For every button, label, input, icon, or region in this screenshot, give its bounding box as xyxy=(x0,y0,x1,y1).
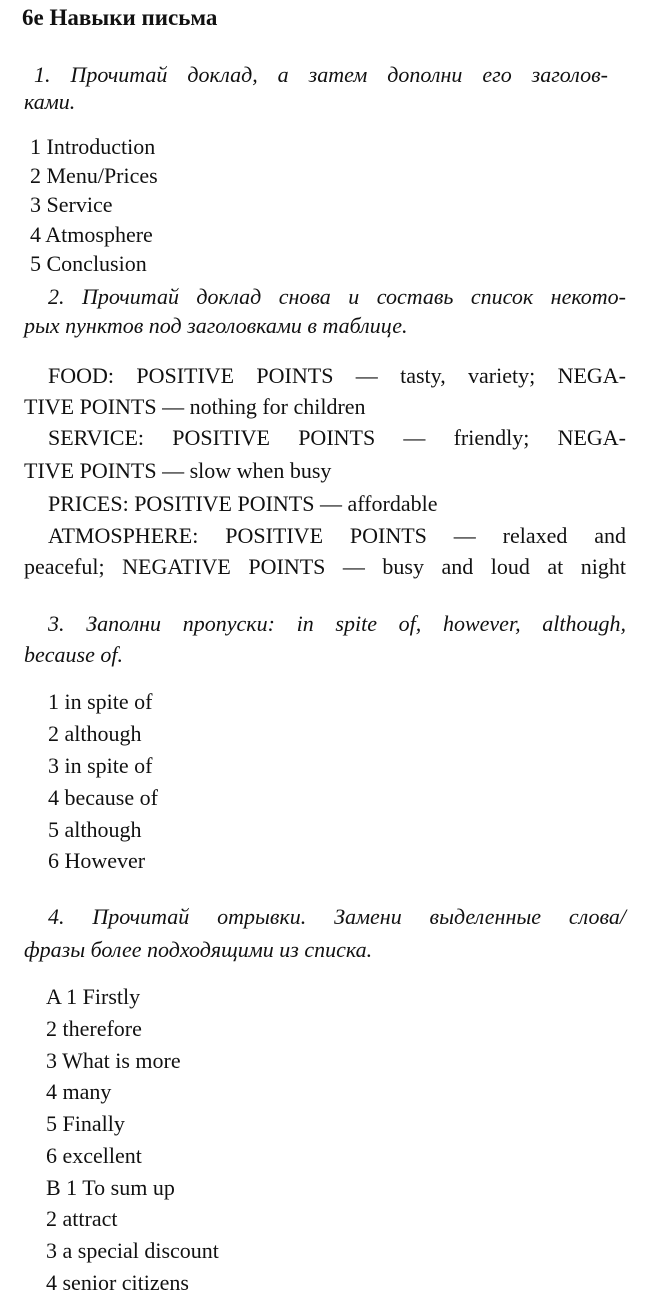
task3-answer: 5 although xyxy=(48,817,142,842)
task4-answer: 5 Finally xyxy=(46,1111,125,1136)
task4-answer: 3 What is more xyxy=(46,1048,181,1073)
task4-answer: 3 a special discount xyxy=(46,1238,219,1263)
task1-instruction-line2: ками. xyxy=(24,89,76,114)
task3-answer: 1 in spite of xyxy=(48,689,153,714)
task1-answer: 1 Introduction xyxy=(30,134,156,159)
task4-answer: A 1 Firstly xyxy=(46,984,141,1009)
task1-instruction-line1: 1. Прочитай доклад, а затем дополни его заголов- xyxy=(34,62,608,87)
task3-answer: 3 in spite of xyxy=(48,753,153,778)
task1-answer: 5 Conclusion xyxy=(30,251,147,276)
task2-answer-line: SERVICE: POSITIVE POINTS — friendly; NEGA- xyxy=(48,425,626,450)
task1-answer: 2 Menu/Prices xyxy=(30,163,158,188)
section-heading: 6e Навыки письма xyxy=(22,5,218,30)
task2-answer-line: FOOD: POSITIVE POINTS — tasty, variety; NEGA- xyxy=(48,363,626,388)
task3-instruction-line2: because of. xyxy=(24,642,123,667)
task4-answer: 6 excellent xyxy=(46,1143,142,1168)
task3-answer: 2 although xyxy=(48,721,142,746)
task4-instruction-line1: 4. Прочитай отрывки. Замени выделенные слова/ xyxy=(48,904,626,929)
task1-answer: 4 Atmosphere xyxy=(30,222,153,247)
task2-answer-line: PRICES: POSITIVE POINTS — affordable xyxy=(48,491,438,516)
task2-instruction-line2: рых пунктов под заголовками в таблице. xyxy=(24,313,408,338)
task3-answer: 4 because of xyxy=(48,785,158,810)
task3-instruction-line1: 3. Заполни пропуски: in spite of, however, although, xyxy=(48,611,626,636)
task4-answer: 2 attract xyxy=(46,1206,118,1231)
task4-answer: 2 therefore xyxy=(46,1016,142,1041)
task2-answer-line: TIVE POINTS — nothing for children xyxy=(24,394,366,419)
task4-answer: B 1 To sum up xyxy=(46,1175,175,1200)
task2-answer-line: TIVE POINTS — slow when busy xyxy=(24,458,332,483)
task2-instruction-line1: 2. Прочитай доклад снова и составь список некото- xyxy=(48,284,626,309)
task2-answer-line: ATMOSPHERE: POSITIVE POINTS — relaxed and xyxy=(48,523,626,548)
task4-instruction-line2: фразы более подходящими из списка. xyxy=(24,937,373,962)
task2-answer-line: peaceful; NEGATIVE POINTS — busy and loud at night xyxy=(24,554,626,579)
task1-answer: 3 Service xyxy=(30,192,113,217)
task3-answer: 6 However xyxy=(48,848,146,873)
task4-answer: 4 many xyxy=(46,1079,112,1104)
task4-answer: 4 senior citizens xyxy=(46,1270,189,1295)
